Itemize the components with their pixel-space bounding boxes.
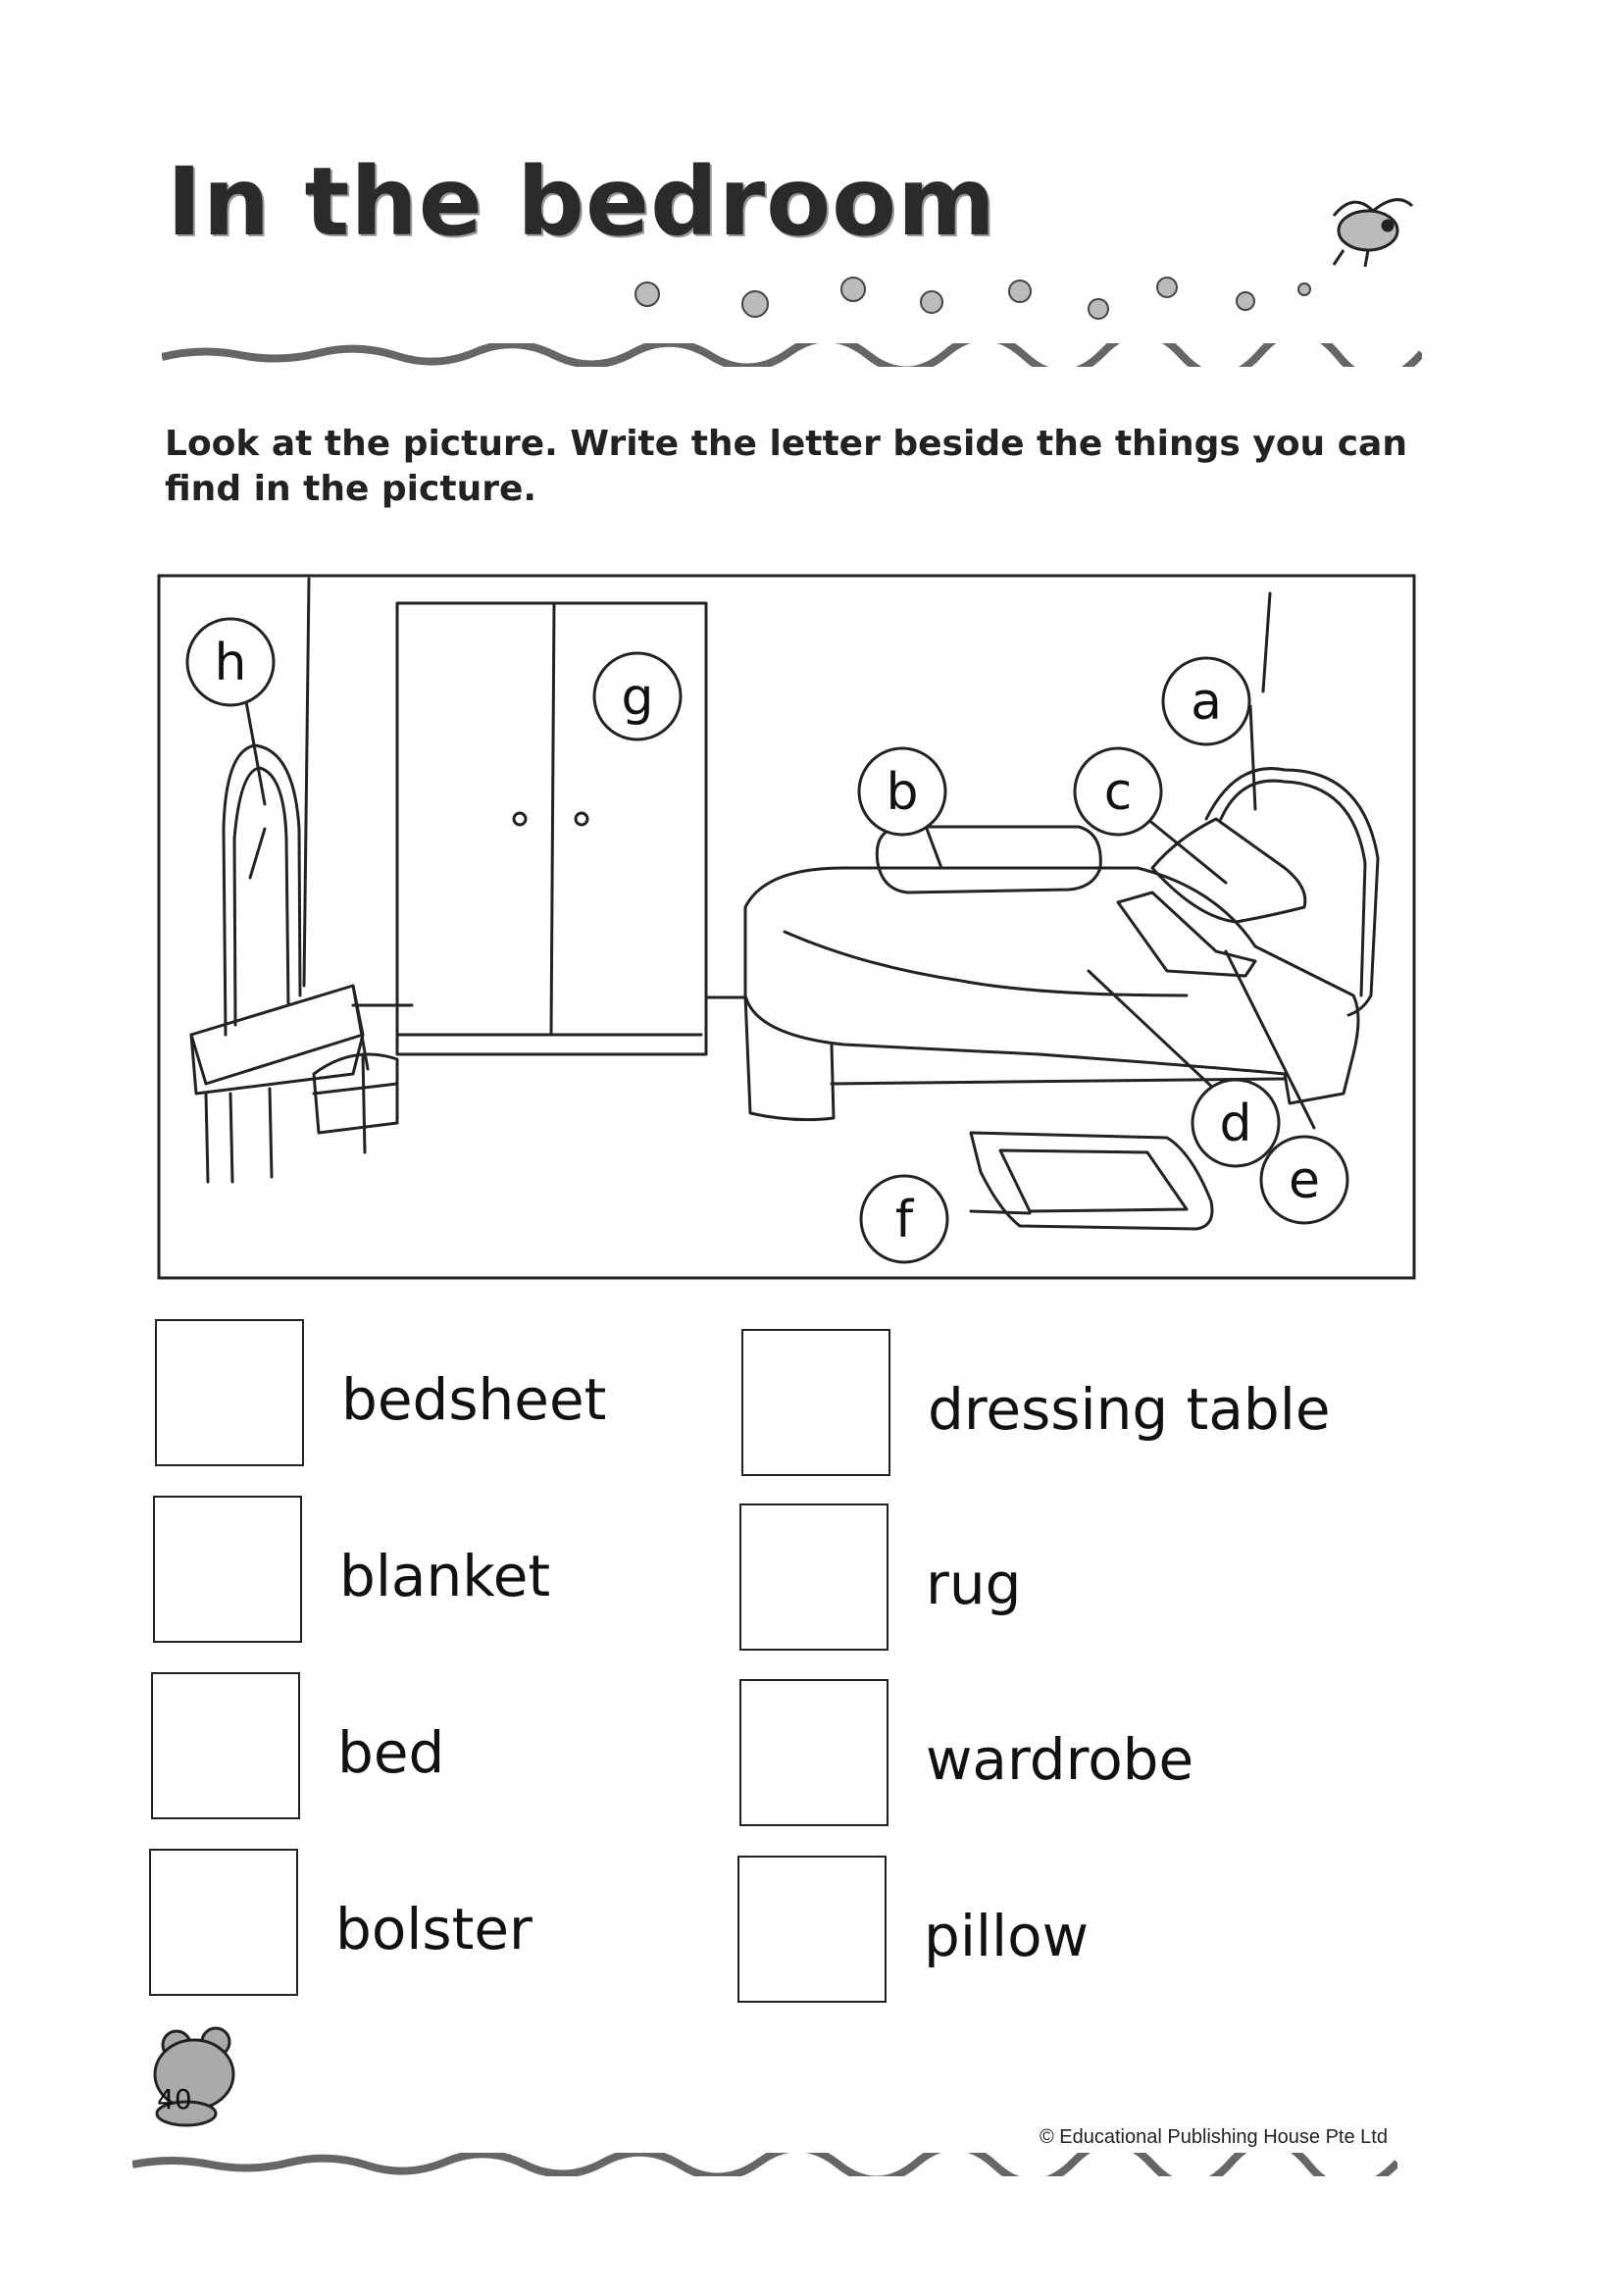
- flower-trail-icon: [608, 181, 1412, 329]
- answer-label: blanket: [339, 1543, 551, 1609]
- label-h: [187, 619, 274, 705]
- answer-box-bolster[interactable]: [149, 1849, 298, 1996]
- answer-label: pillow: [924, 1903, 1090, 1969]
- label-g: [594, 653, 681, 739]
- answer-box-pillow[interactable]: [737, 1856, 887, 2003]
- label-f-text: f: [894, 1191, 914, 1249]
- copyright: © Educational Publishing House Pte Ltd: [1040, 2126, 1388, 2148]
- answer-box-dressing-table[interactable]: [741, 1329, 890, 1476]
- label-a-text: a: [1191, 673, 1222, 732]
- bottom-divider: [132, 2153, 1397, 2176]
- label-a: [1163, 658, 1249, 744]
- answer-box-bedsheet[interactable]: [155, 1319, 304, 1466]
- top-divider: [162, 343, 1422, 367]
- answer-label: dressing table: [928, 1376, 1331, 1443]
- label-h-text: h: [214, 634, 247, 692]
- answer-label: bedsheet: [341, 1366, 607, 1433]
- label-d: [1193, 1080, 1279, 1166]
- label-b: [859, 748, 945, 835]
- answer-box-wardrobe[interactable]: [739, 1679, 888, 1826]
- answer-label: rug: [926, 1551, 1022, 1617]
- label-c: [1075, 748, 1161, 835]
- label-d-text: d: [1219, 1095, 1252, 1153]
- label-g-text: g: [621, 668, 654, 727]
- page-number: 40: [157, 2083, 192, 2116]
- instructions: Look at the picture. Write the letter beside the things you can find in the picture.: [165, 424, 1407, 509]
- label-b-text: b: [886, 763, 919, 822]
- label-e: [1261, 1137, 1347, 1223]
- page-title: In the bedroom: [167, 147, 997, 257]
- answer-box-blanket[interactable]: [153, 1496, 302, 1643]
- answer-label: wardrobe: [926, 1726, 1194, 1793]
- flying-bird-icon: [1314, 186, 1422, 275]
- answer-box-bed[interactable]: [151, 1672, 300, 1819]
- label-f: [861, 1176, 947, 1262]
- bedroom-scene: [157, 574, 1416, 1280]
- label-c-text: c: [1103, 763, 1133, 822]
- label-e-text: e: [1289, 1151, 1320, 1210]
- answer-box-rug[interactable]: [739, 1504, 888, 1651]
- answer-label: bed: [337, 1719, 445, 1786]
- answer-label: bolster: [335, 1896, 533, 1963]
